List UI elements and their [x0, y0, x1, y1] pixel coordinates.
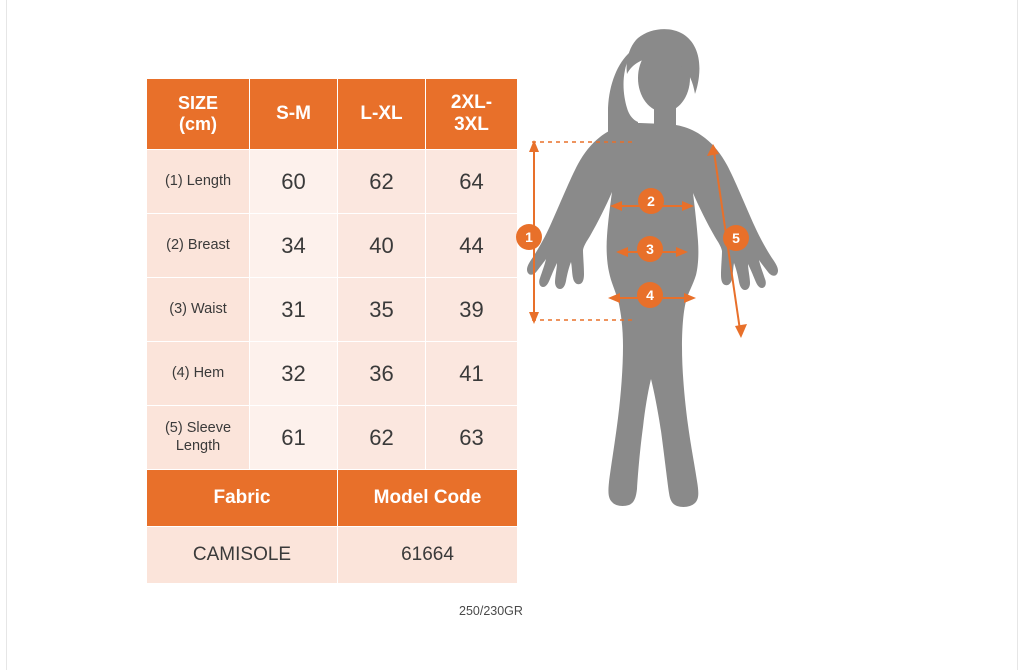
header-2xl-line2: 3XL — [454, 114, 489, 135]
cell-waist-2xl3xl: 39 — [426, 278, 518, 342]
header-s-m: S-M — [250, 79, 338, 150]
cell-breast-lxl: 40 — [338, 214, 426, 278]
table-row — [147, 214, 518, 278]
row-label-sleeve-length: (5) Sleeve Length — [147, 406, 250, 470]
row-label-breast: (2) Breast — [147, 214, 250, 278]
table-row — [147, 150, 518, 214]
badge-1-length: 1 — [516, 224, 542, 250]
cell-breast-2xl3xl: 44 — [426, 214, 518, 278]
cell-hem-2xl3xl: 41 — [426, 342, 518, 406]
cell-waist-sm: 31 — [250, 278, 338, 342]
cell-waist-lxl: 35 — [338, 278, 426, 342]
badge-4-hem: 4 — [637, 282, 663, 308]
header-size-line2: (cm) — [178, 114, 217, 134]
cell-sleeve-sm: 61 — [250, 406, 338, 470]
cell-sleeve-2xl3xl: 63 — [426, 406, 518, 470]
table-footer-value-row — [147, 527, 518, 584]
footer-value-model-code: 61664 — [338, 527, 518, 584]
cell-hem-lxl: 36 — [338, 342, 426, 406]
badge-5-sleeve-length: 5 — [723, 225, 749, 251]
cell-breast-sm: 34 — [250, 214, 338, 278]
female-silhouette-icon — [527, 29, 778, 507]
row-label-waist: (3) Waist — [147, 278, 250, 342]
size-table — [146, 78, 518, 584]
table-row — [147, 278, 518, 342]
table-row — [147, 342, 518, 406]
footer-value-fabric: CAMISOLE — [147, 527, 338, 584]
table-header-row — [147, 79, 518, 150]
table-row — [147, 406, 518, 470]
weight-note: 250/230GR — [459, 604, 523, 618]
table-footer-header-row — [147, 470, 518, 527]
badge-3-waist: 3 — [637, 236, 663, 262]
right-edge-divider — [1017, 0, 1018, 670]
row-label-hem: (4) Hem — [147, 342, 250, 406]
cell-length-lxl: 62 — [338, 150, 426, 214]
model-figure — [516, 20, 846, 640]
cell-length-sm: 60 — [250, 150, 338, 214]
cell-length-2xl3xl: 64 — [426, 150, 518, 214]
left-edge-divider — [6, 0, 7, 670]
header-2xl-3xl — [426, 79, 518, 150]
cell-sleeve-lxl: 62 — [338, 406, 426, 470]
header-l-xl: L-XL — [338, 79, 426, 150]
footer-header-model-code: Model Code — [338, 470, 518, 527]
header-2xl-line1: 2XL- — [450, 92, 493, 114]
cell-hem-sm: 32 — [250, 342, 338, 406]
header-size-line1: SIZE — [177, 93, 218, 114]
footer-header-fabric: Fabric — [147, 470, 338, 527]
row-label-length: (1) Length — [147, 150, 250, 214]
silhouette-svg — [516, 20, 846, 640]
badge-2-breast: 2 — [638, 188, 664, 214]
header-size-cm — [147, 79, 250, 150]
